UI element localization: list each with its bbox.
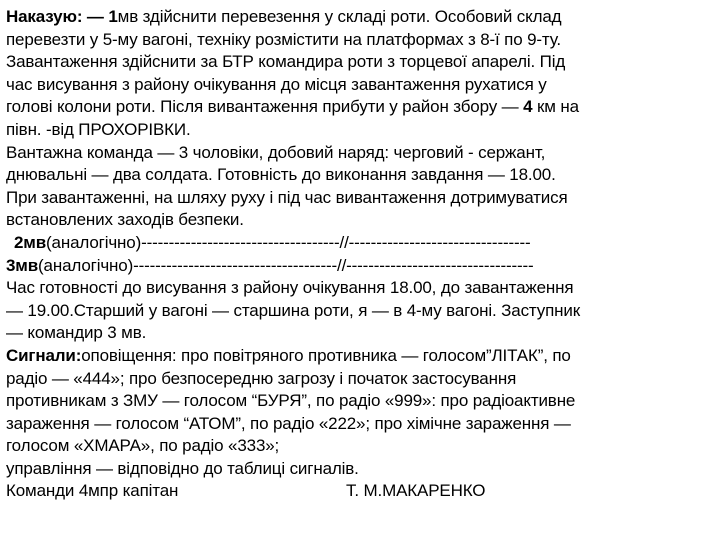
- signals-line-4: зараження — голосом “АТОМ”, по радіо «222»; про хімічне зараження —: [6, 413, 571, 433]
- signals-line-2: радіо — «444»; про безпосередню загрозу і початок застосування: [6, 368, 517, 388]
- analog-line-2mv: [6, 232, 710, 255]
- distance-value: 4: [523, 97, 533, 117]
- cargo-team-line-1: Вантажна команда — 3 чоловіки, добовий наряд: черговий - сержант,: [6, 142, 546, 162]
- signature-line: [6, 480, 710, 503]
- order-text: голові колони роти. Після вивантаження прибути у район збору —: [6, 97, 524, 117]
- signals-text: оповіщення: про повітряного противника — голосом”ЛІТАК”, по: [81, 345, 571, 365]
- signature-role: Команди 4мпр капітан: [6, 481, 179, 501]
- signals-label: Сигнали:: [6, 345, 82, 365]
- readiness-line-3: — командир 3 мв.: [6, 323, 147, 343]
- order-line-4: час висування з району очікування до місця завантаження рухатися у: [6, 74, 547, 94]
- order-line-6: півн. -від ПРОХОРІВКИ.: [6, 119, 191, 139]
- analog-label: 3мв: [6, 255, 39, 275]
- order-text: мв здійснити перевезення у складі роти. Особовий склад: [117, 7, 562, 26]
- analog-text: (аналогічно)-------------------------------------//----------------------------------: [38, 255, 534, 275]
- signals-line-6: управління — відповідно до таблиці сигналів.: [6, 458, 359, 478]
- analog-text: (аналогічно)------------------------------------//---------------------------------: [46, 232, 531, 252]
- signals-line-3: противникам з ЗМУ — голосом “БУРЯ”, по радіо «999»: про радіоактивне: [6, 391, 576, 411]
- analog-line-3mv: [6, 255, 710, 278]
- cargo-team-line-2: днювальні — два солдата. Готовність до виконання завдання — 18.00.: [6, 165, 556, 185]
- analog-label: 2мв: [14, 232, 47, 252]
- order-line-2: перевезти у 5-му вагоні, техніку розмістити на платформах з 8-ї по 9-ту.: [6, 29, 561, 49]
- order-line-1: [6, 6, 710, 29]
- cargo-team-line-4: встановлених заходів безпеки.: [6, 210, 244, 230]
- cargo-team-line-3: При завантаженні, на шляху руху і під час вивантаження дотримуватися: [6, 187, 568, 207]
- signature-name: Т. М.МАКАРЕНКО: [346, 481, 486, 501]
- order-label: Наказую: — 1: [6, 7, 118, 26]
- readiness-line-1: Час готовності до висування з району очікування 18.00, до завантаження: [6, 278, 574, 298]
- distance-unit: км на: [532, 97, 579, 117]
- signals-line-5: голосом «ХМАРА», по радіо «333»;: [6, 436, 280, 456]
- order-line-3: Завантаження здійснити за БТР командира роти з торцевої апарелі. Під: [6, 52, 566, 72]
- signals-line-1: [6, 345, 710, 368]
- order-line-5: [6, 96, 710, 119]
- readiness-line-2: — 19.00.Старший у вагоні — старшина роти, я — в 4-му вагоні. Заступник: [6, 300, 581, 320]
